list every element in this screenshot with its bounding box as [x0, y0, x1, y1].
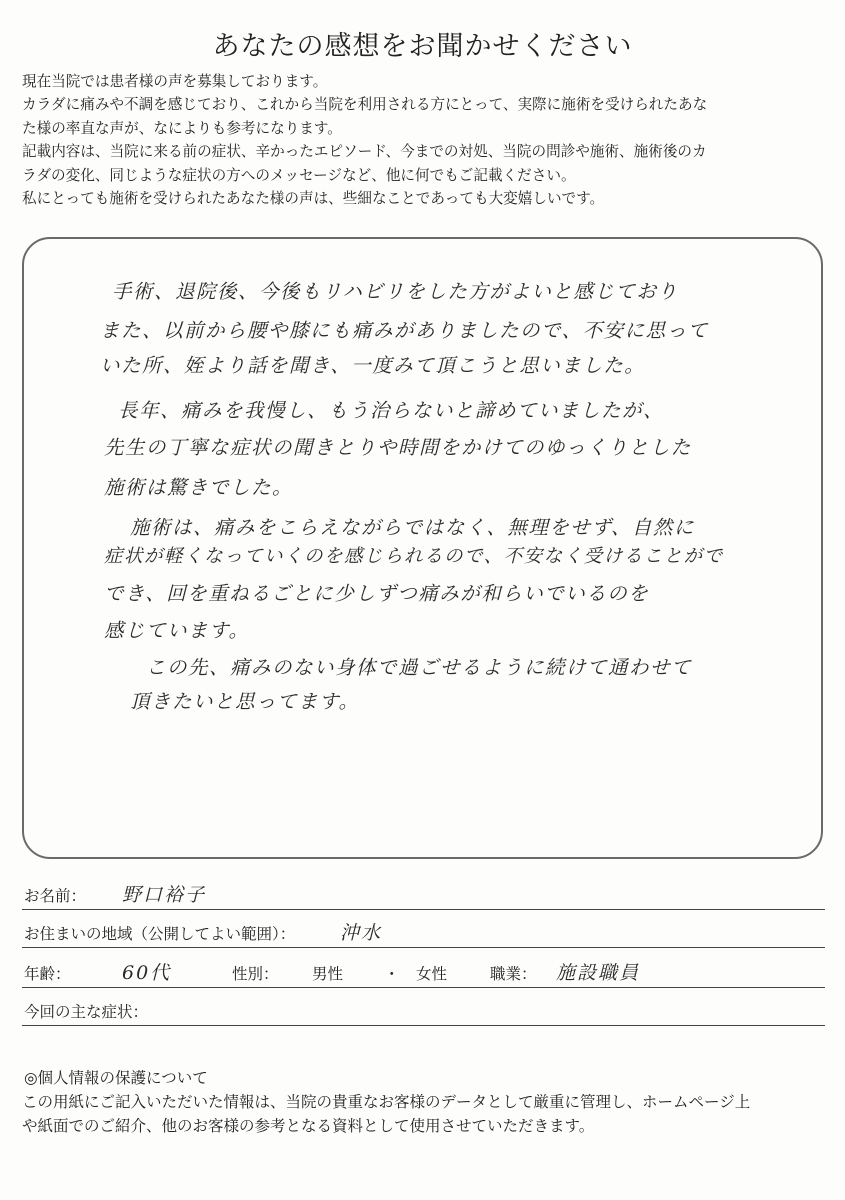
intro-text — [22, 70, 827, 210]
handwritten-line: 感じています。 — [104, 619, 250, 642]
handwritten-line: また、以前から腰や膝にも痛みがありましたので、不安に思って — [100, 319, 709, 342]
handwritten-line: 頂きたいと思ってます。 — [130, 690, 360, 713]
privacy-line: この用紙にご記入いただいた情報は、当院の貴重なお客様のデータとして厳重に管理し、ホームページ上 — [22, 1093, 751, 1111]
intro-line: た様の率直な声が、なによりも参考になります。 — [22, 119, 342, 137]
handwritten-line: この先、痛みのない身体で過ごせるように続けて通わせて — [146, 656, 693, 679]
handwritten-line: 施術は、痛みをこらえながらではなく、無理をせず、自然に — [130, 516, 695, 539]
page-title: あなたの感想をお聞かせください — [212, 31, 633, 62]
gender-separator: ・ — [384, 965, 400, 983]
intro-line: ラダの変化、同じような症状の方へのメッセージなど、他に何でもご記載ください。 — [22, 166, 576, 184]
name-label: お名前： — [24, 887, 87, 905]
intro-line: 私にとっても施術を受けられたあなた様の声は、些細なことであっても大変嬉しいです。 — [22, 190, 605, 208]
handwritten-line: でき、回を重ねるごとに少しずつ痛みが和らいでいるのを — [104, 582, 650, 605]
intro-line: 現在当院では患者様の声を募集しております。 — [22, 73, 328, 90]
area-field[interactable] — [22, 918, 825, 948]
job-value: 施設職員 — [556, 962, 641, 984]
handwritten-line: 症状が軽くなっていくのを感じられるので、不安なく受けることがで — [104, 546, 724, 567]
gender-female-option[interactable]: 女性 — [416, 965, 448, 983]
privacy-text — [22, 1090, 832, 1138]
handwritten-line: 長年、痛みを我慢し、もう治らないと諦めていましたが、 — [118, 399, 665, 422]
privacy-line: や紙面でのご紹介、他のお客様の参考となる資料として使用させていただきます。 — [22, 1117, 595, 1135]
age-value: 60代 — [122, 962, 172, 984]
handwritten-line: 手術、退院後、今後もリハビリをした方がよいと感じており — [112, 280, 679, 303]
symptom-label: 今回の主な症状： — [24, 1003, 149, 1021]
name-field[interactable] — [22, 880, 825, 910]
area-value: 沖水 — [340, 922, 383, 944]
job-label: 職業： — [490, 965, 537, 983]
symptom-field[interactable] — [22, 996, 825, 1026]
gender-label: 性別： — [232, 965, 279, 983]
handwritten-line: 施術は驚きでした。 — [104, 476, 294, 499]
intro-line: 記載内容は、当院に来る前の症状、辛かったエピソード、今までの対処、当院の問診や施術、施術後のカ — [22, 143, 707, 161]
privacy-title: ◎個人情報の保護について — [24, 1069, 208, 1087]
intro-line: カラダに痛みや不調を感じており、これから当院を利用される方にとって、実際に施術を受けられたあな — [22, 96, 708, 114]
handwritten-line: 先生の丁寧な症状の聞きとりや時間をかけてのゆっくりとした — [104, 436, 692, 459]
profile-field[interactable] — [22, 958, 825, 988]
area-label: お住まいの地域（公開してよい範囲）： — [24, 925, 296, 943]
handwritten-line: いた所、姪より話を聞き、一度みて頂こうと思いました。 — [100, 354, 646, 377]
age-label: 年齢： — [24, 965, 71, 983]
name-value: 野口裕子 — [122, 884, 207, 906]
gender-male-option[interactable]: 男性 — [312, 965, 344, 983]
